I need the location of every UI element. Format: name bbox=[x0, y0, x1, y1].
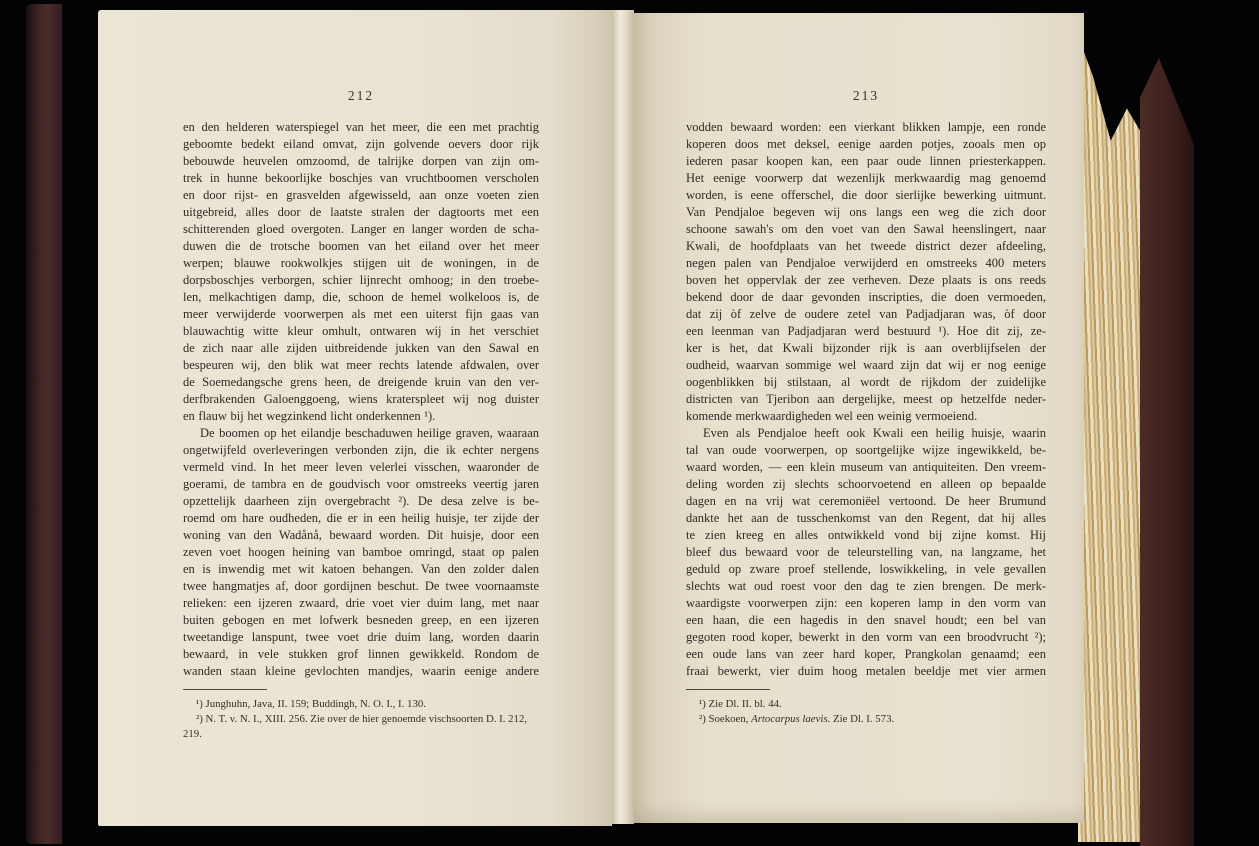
footnote bbox=[183, 697, 539, 712]
text-line: relieken: een ijzeren zwaard, drie voet vier duim lang, met naar bbox=[183, 596, 539, 610]
text-line: De boomen op het eilandje beschaduwen heilige graven, waaraan bbox=[200, 426, 539, 440]
text-line: ker is het, dat Kwali bijzonder rijk is aan overblijfselen der bbox=[686, 341, 1046, 355]
text-line: tal van oude voorwerpen, op soortgelijke wijze ingewikkeld, be- bbox=[686, 443, 1046, 457]
text-line: een oude lans van zeer hard koper, Prangkolan genaamd; een bbox=[686, 647, 1046, 661]
text-line: derfbrakenden Galoenggoeng, wiens kraterspleet wij nog duister bbox=[183, 392, 539, 406]
text-line: een leenman van Padjadjaran werd bestuurd ¹). Hoe dit zij, ze- bbox=[686, 324, 1046, 338]
text-line: waard worden, — een klein museum van antiquiteiten. Den vreem- bbox=[686, 460, 1046, 474]
text-line: oudheid, waarvan sommige wel waard zijn dat wij er nog eenige bbox=[686, 358, 1046, 372]
text-line: worden, is eene offerschel, die door sierlijke bewerking uitmunt. bbox=[686, 188, 1046, 202]
footnote-text: ¹) Junghuhn, Java, II. 159; Buddingh, N. O. I., I. 130. bbox=[196, 698, 426, 710]
text-line: bespeuren wij, den blik wat meer rechts latende afdwalen, over bbox=[183, 358, 539, 372]
text-line: geduld op zware proef stellende, loswikkeling, in vele gevallen bbox=[686, 562, 1046, 576]
text-line: oogenblikken bij stilstaan, al wordt de rijkdom der zuidelijke bbox=[686, 375, 1046, 389]
text-line: len, melkachtigen damp, die, schoon de hemel wolkeloos is, de bbox=[183, 290, 539, 304]
text-line: dankte het aan de tusschenkomst van den Regent, dat hij alles bbox=[686, 511, 1046, 525]
text-line: en door rijst- en grasvelden afgewisseld, aan onze voeten zien bbox=[183, 188, 539, 202]
footnote-italic-text: Artocarpus laevis. bbox=[751, 713, 831, 725]
left-page bbox=[98, 10, 612, 826]
left-footnotes bbox=[183, 697, 539, 742]
text-line: opzettelijk daarheen zijn overgebracht ²). De desa zelve is be- bbox=[183, 494, 539, 508]
footnote bbox=[686, 712, 1046, 727]
text-line: schitterenden gloed overgoten. Langer en langer worden de scha- bbox=[183, 222, 539, 236]
text-line: bekend door de daar gevonden inscripties, die doen vermoeden, bbox=[686, 290, 1046, 304]
text-line: bewaard, in vele stukken grof linnen gewikkeld. Rondom de bbox=[183, 647, 539, 661]
text-line: fraai bewerkt, vier duim hoog metalen beeldje met vier armen bbox=[686, 664, 1046, 678]
right-footnotes bbox=[686, 697, 1046, 727]
footnote bbox=[686, 697, 1046, 712]
page-edges-left bbox=[54, 8, 104, 838]
text-line: de zich naar alle zijden uitbreidende jukken van den Sawal en bbox=[183, 341, 539, 355]
text-line: tweetandige lanspunt, twee voet drie duim lang, worden daarin bbox=[183, 630, 539, 644]
text-line: schoone sawah's om den voet van den Sawal heenslingert, naar bbox=[686, 222, 1046, 236]
text-line: woning van den Wadånå, bewaard worden. Dit huisje, door een bbox=[183, 528, 539, 542]
text-line: werpen; blauwe rookwolkjes stijgen uit de woningen, in de bbox=[183, 256, 539, 270]
text-line: Van Pendjaloe begeven wij ons langs een weg die zich door bbox=[686, 205, 1046, 219]
book-cover-right bbox=[1140, 58, 1194, 846]
text-line: ongetwijfeld overleveringen verbonden zijn, die ik echter nergens bbox=[183, 443, 539, 457]
text-line: waardigste voorwerpen zijn: een koperen lamp in den vorm van bbox=[686, 596, 1046, 610]
text-line: uitgebreid, alles door de laatste stralen der dagtoorts met een bbox=[183, 205, 539, 219]
page-edges-right bbox=[1078, 36, 1146, 842]
paragraph bbox=[183, 119, 539, 425]
text-line: dat zij òf zelve de oudere zetel van Padjadjaran was, òf door bbox=[686, 307, 1046, 321]
footnote-rule-left bbox=[183, 689, 267, 690]
page-number-left: 212 bbox=[347, 88, 375, 103]
text-line: Het eenige voorwerp dat wezenlijk merkwaardig mag genoemd bbox=[686, 171, 1046, 185]
left-text-block bbox=[183, 88, 539, 742]
text-line: buiten gebogen en met lofwerk besneden greep, en een ijzeren bbox=[183, 613, 539, 627]
text-line: dorpsboschjes verborgen, schier lijnrecht omhoog; in den troebe- bbox=[183, 273, 539, 287]
text-line: slechts wat oud roest voor den dag te zien brengen. De merk- bbox=[686, 579, 1046, 593]
text-line: duwen die de trotsche boomen van het eiland over het meer bbox=[183, 239, 539, 253]
text-line: te zien kreeg en alles ontwikkeld vond bij zijne komst. Hij bbox=[686, 528, 1046, 542]
paragraph bbox=[686, 119, 1046, 425]
paragraph bbox=[686, 425, 1046, 680]
text-line: dagen en na vrij wat ceremoniëel vertoond. De heer Brumund bbox=[686, 494, 1046, 508]
text-line: een haan, die een hagedis in den snavel houdt; een bel van bbox=[686, 613, 1046, 627]
text-line: komende merkwaardigheden wel een weinig vermoeiend. bbox=[686, 409, 978, 423]
text-line: zeven voet hoogen heining van bamboe omringd, staat op palen bbox=[183, 545, 539, 559]
text-line: vodden bewaard worden: een vierkant blikken lampje, een ronde bbox=[686, 120, 1046, 134]
text-line: trek in hunne bekoorlijke boschjes van vruchtboomen verscholen bbox=[183, 171, 539, 185]
text-line: twee hangmatjes af, door gordijnen beschut. De twee voornaamste bbox=[183, 579, 539, 593]
right-text-block bbox=[686, 88, 1046, 727]
right-page bbox=[634, 13, 1084, 823]
footnote-text: ¹) Zie Dl. II. bl. 44. bbox=[699, 698, 782, 710]
text-line: en den helderen waterspiegel van het meer, die een met prachtig bbox=[183, 120, 539, 134]
text-line: districten van Tjeribon aan dergelijke, meest op hetzelfde neder- bbox=[686, 392, 1046, 406]
text-line: boven het oppervlak der zee verheven. Deze plaats is ons reeds bbox=[686, 273, 1046, 287]
text-line: en flauw bij het wegzinkend licht onderkennen ¹). bbox=[183, 409, 436, 423]
text-line: vermeld vind. In het meer leven velerlei visschen, waaronder de bbox=[183, 460, 539, 474]
text-line: bebouwde heuvelen omzoomd, de talrijke dorpen van zijn om- bbox=[183, 154, 539, 168]
text-line: wanden staan kleine gevlochten mandjes, waarin eenige andere bbox=[183, 664, 539, 678]
book-gutter bbox=[612, 10, 634, 824]
text-line: deling worden zij slechts schoorvoetend en alleen op bepaalde bbox=[686, 477, 1046, 491]
text-line: en is inwendig met wit katoen behangen. Van den zolder dalen bbox=[183, 562, 539, 576]
footnote-text: Zie Dl. I. 573. bbox=[830, 713, 895, 725]
text-line: iederen pasar koopen kan, een paar oude linnen priesterkappen. bbox=[686, 154, 1046, 168]
text-line: koperen doos met deksel, eenige aarden potjes, zooals men op bbox=[686, 137, 1046, 151]
text-line: Kwali, de hoofdplaats van het tweede district dezer afdeeling, bbox=[686, 239, 1046, 253]
footnote bbox=[183, 712, 539, 742]
paragraph bbox=[183, 425, 539, 680]
text-line: meer verwijderde voorwerpen als met een uiterst fijn gaas van bbox=[183, 307, 539, 321]
footnote-text: ²) N. T. v. N. I., XIII. 256. Zie over de hier genoemde vischsoorten D. I. 212, 219. bbox=[183, 713, 528, 740]
text-line: negen palen van Pendjaloe verwijderd en omstreeks 400 meters bbox=[686, 256, 1046, 270]
page-number-right: 213 bbox=[852, 88, 880, 103]
text-line: de Soemedangsche grens heen, de dreigende kruin van den ver- bbox=[183, 375, 539, 389]
footnote-rule-right bbox=[686, 689, 770, 690]
text-line: geboomte bedekt eiland omvat, zijn golvende oevers door rijk bbox=[183, 137, 539, 151]
text-line: Even als Pendjaloe heeft ook Kwali een heilig huisje, waarin bbox=[703, 426, 1046, 440]
text-line: roemd om hare oudheden, die er in een heilig huisje, ter zijde der bbox=[183, 511, 539, 525]
right-body-text bbox=[686, 119, 1046, 680]
text-line: blauwachtig witte kleur omhult, ontwaren wij in het verschiet bbox=[183, 324, 539, 338]
text-line: gegoten rood koper, bewerkt in den vorm van een broodvrucht ²); bbox=[686, 630, 1046, 644]
text-line: goerami, de tambra en de goudvisch voor omstreeks veertig jaren bbox=[183, 477, 539, 491]
footnote-text: ²) Soekoen, bbox=[699, 713, 752, 725]
left-body-text bbox=[183, 119, 539, 680]
text-line: bleef dus bewaard voor de teleurstelling van, na langzame, het bbox=[686, 545, 1046, 559]
